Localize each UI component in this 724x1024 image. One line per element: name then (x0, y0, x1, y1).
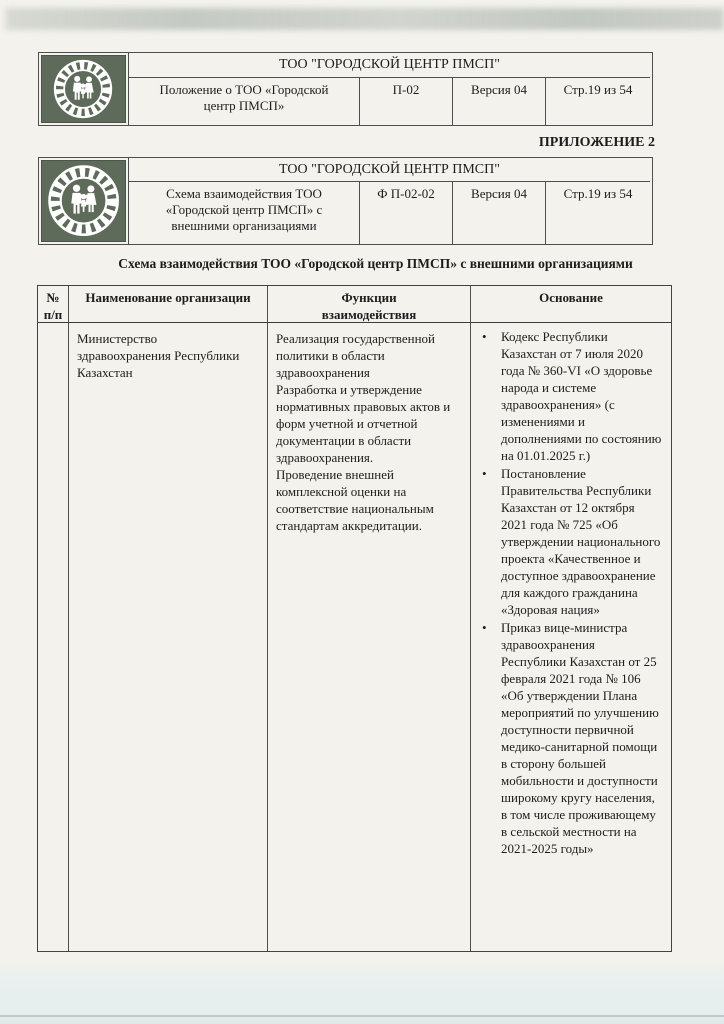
bullet-icon: • (482, 466, 487, 481)
basis-item (471, 619, 667, 857)
function-paragraph: Реализация государственной политики в области здравоохранения (276, 331, 436, 380)
function-paragraph: Проведение внешней комплексной оценки на соответствие национальным стандартам аккредитации. (276, 467, 434, 533)
version-cell: Версия 04 (453, 78, 546, 125)
column-header-organization: Наименование организации (69, 286, 268, 323)
version-cell: Версия 04 (453, 182, 546, 244)
bullet-icon: • (482, 620, 487, 635)
bullet-icon: • (482, 329, 487, 344)
logo-cell (39, 53, 129, 125)
basis-item (471, 328, 667, 464)
doc-code-cell: П-02 (360, 78, 453, 125)
interaction-scheme-table (37, 285, 672, 952)
scan-artifact-top (6, 8, 724, 30)
org-name: ТОО "ГОРОДСКОЙ ЦЕНТР ПМСП" (129, 158, 650, 182)
doc-title-cell: Схема взаимодействия ТОО «Городской центр ПМСП» с внешними организациями (129, 182, 360, 244)
basis-item-text: Приказ вице-министра здравоохранения Республики Казахстан от 25 февраля 2021 года № 106 «Об утверждении Плана мероприятий по улучшению доступности первичной медико-санитарной помощи в сторону большей мобильности и доступности широкому кругу населения, в том числе проживающему в сельской местности на 2021-2025 годы» (501, 620, 659, 856)
function-paragraph: Разработка и утверждение нормативных правовых актов и форм учетной и отчетной документации в области здравоохранения. (276, 382, 451, 465)
family-emblem-icon (52, 58, 114, 120)
page-number-cell: Стр.19 из 54 (563, 186, 633, 201)
basis-cell (471, 323, 671, 951)
doc-title-cell: Положение о ТОО «Городской центр ПМСП» (129, 78, 360, 125)
column-header-number: № п/п (38, 286, 69, 323)
family-emblem-icon (46, 163, 121, 238)
logo-cell (39, 158, 129, 244)
doc-code-cell: Ф П-02-02 (360, 182, 453, 244)
appendix-label: ПРИЛОЖЕНИЕ 2 (538, 135, 655, 150)
organization-cell: Министерство здравоохранения Республики Казахстан (69, 323, 268, 951)
basis-item-text: Постановление Правительства Республики Казахстан от 12 октября 2021 года № 725 «Об утверждении национального проекта «Качественное и доступное здравоохранение для каждого гражданина «Здоровая нация» (501, 466, 661, 617)
document-header-table-2 (38, 157, 653, 245)
scan-edge-line (0, 1015, 724, 1017)
organization-logo (41, 160, 126, 242)
row-number-cell (38, 323, 69, 951)
org-name: ТОО "ГОРОДСКОЙ ЦЕНТР ПМСП" (129, 53, 650, 78)
column-header-basis: Основание (471, 286, 671, 323)
basis-item-text: Кодекс Республики Казахстан от 7 июля 2020 года № 360-VI «О здоровье народа и системе здравоохранения» (с изменениями и дополнениями по состоянию на 01.01.2025 г.) (501, 329, 662, 463)
page-title: Схема взаимодействия ТОО «Городской центр ПМСП» с внешними организациями (118, 256, 633, 271)
column-header-functions: Функции взаимодействия (268, 286, 471, 323)
organization-logo (41, 55, 126, 123)
page-number-cell: Стр.19 из 54 (563, 82, 633, 97)
document-header-table-1 (38, 52, 653, 126)
functions-cell (268, 323, 471, 951)
basis-item (471, 465, 667, 618)
